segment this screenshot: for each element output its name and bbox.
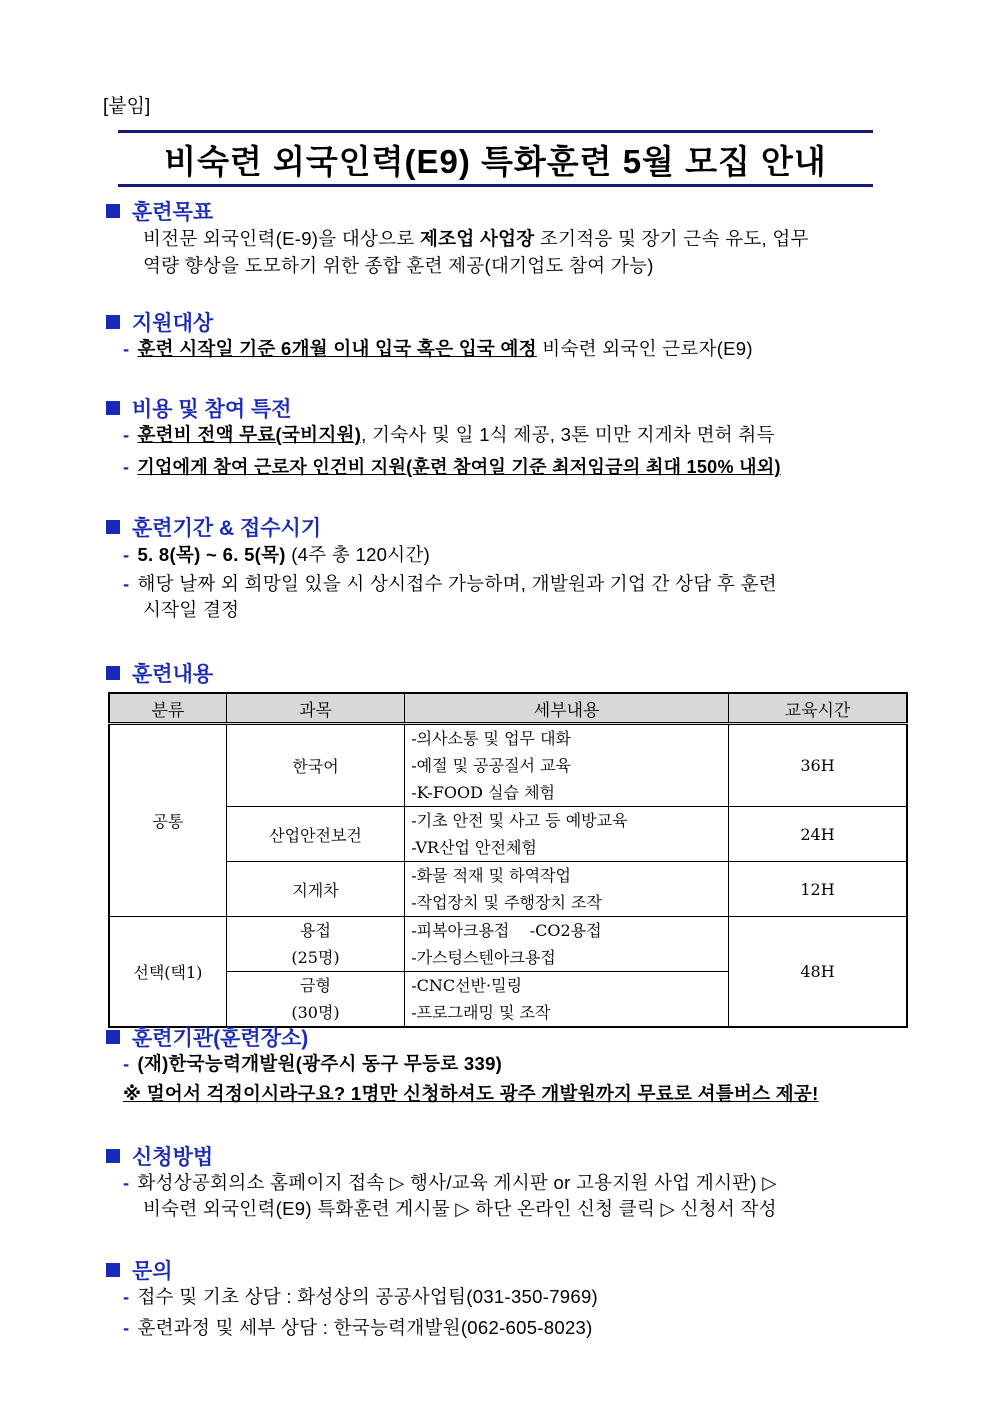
square-bullet-icon	[106, 1263, 120, 1277]
details-korean: -의사소통 및 업무 대화 -예절 및 공공질서 교육 -K-FOOD 실습 체험	[405, 724, 729, 807]
section-institution-heading: 훈련기관(훈련장소)	[106, 1022, 308, 1052]
square-bullet-icon	[106, 204, 120, 218]
training-content-table	[108, 692, 908, 1028]
section-period-heading: 훈련기간 & 접수시기	[106, 512, 321, 542]
contact-item-2: - 훈련과정 및 세부 상담 : 한국능력개발원(062-605-8023)	[123, 1317, 593, 1338]
details-safety: -기초 안전 및 사고 등 예방교육 -VR산업 안전체험	[405, 807, 729, 862]
section-apply-heading: 신청방법	[106, 1141, 213, 1171]
square-bullet-icon	[106, 666, 120, 680]
subject-mold: 금형 (30명)	[226, 972, 404, 1028]
square-bullet-icon	[106, 1030, 120, 1044]
details-welding: -피복아크용접 -CO2용접 -가스텅스텐아크용접	[405, 917, 729, 972]
details-mold: -CNC선반·밀링 -프로그래밍 및 조작	[405, 972, 729, 1028]
section-contact-heading: 문의	[106, 1255, 173, 1285]
goal-line-2: 역량 향상을 도모하기 위한 종합 훈련 제공(대기업도 참여 가능)	[143, 255, 654, 276]
period-item-2-cont: 시작일 결정	[143, 599, 240, 620]
table-header-row	[109, 693, 907, 724]
header-details: 세부내용	[405, 693, 729, 724]
benefits-item-1: - 훈련비 전액 무료(국비지원), 기숙사 및 일 1식 제공, 3톤 미만 지게차 면허 취득	[123, 424, 775, 445]
header-subject: 과목	[226, 693, 404, 724]
subject-welding: 용접 (25명)	[226, 917, 404, 972]
goal-line-1: 비전문 외국인력(E-9)을 대상으로 제조업 사업장 조기적응 및 장기 근속 유도, 업무	[143, 228, 809, 249]
square-bullet-icon	[106, 1149, 120, 1163]
header-category: 분류	[109, 693, 226, 724]
hours-forklift: 12H	[729, 862, 907, 917]
benefits-item-2: - 기업에게 참여 근로자 인건비 지원(훈련 참여일 기준 최저임금의 최대 150% 내외)	[123, 457, 781, 477]
table-row	[109, 862, 907, 917]
hours-safety: 24H	[729, 807, 907, 862]
section-content-heading: 훈련내용	[106, 658, 213, 688]
subject-safety: 산업안전보건	[226, 807, 404, 862]
contact-item-1: - 접수 및 기초 상담 : 화성상의 공공사업팀(031-350-7969)	[123, 1286, 599, 1307]
apply-line-2: 비숙련 외국인력(E9) 특화훈련 게시물 ▷ 하단 온라인 신청 클릭 ▷ 신청서 작성	[143, 1198, 777, 1219]
shuttle-note: ※ 멀어서 걱정이시라구요? 1명만 신청하셔도 광주 개발원까지 무료로 셔틀버스 제공!	[123, 1083, 819, 1104]
section-benefits-heading: 비용 및 참여 특전	[106, 393, 292, 423]
section-target-heading: 지원대상	[106, 307, 213, 337]
header-hours: 교육시간	[729, 693, 907, 724]
subject-korean: 한국어	[226, 724, 404, 807]
square-bullet-icon	[106, 401, 120, 415]
section-goal-heading: 훈련목표	[106, 196, 213, 226]
table-row	[109, 807, 907, 862]
page-title: 비숙련 외국인력(E9) 특화훈련 5월 모집 안내	[164, 143, 827, 180]
institution-item: - (재)한국능력개발원(광주시 동구 무등로 339)	[123, 1053, 503, 1074]
hours-elective: 48H	[729, 917, 907, 1028]
category-common: 공통	[109, 724, 226, 917]
period-item-2: - 해당 날짜 외 희망일 있을 시 상시접수 가능하며, 개발원과 기업 간 상담 후 훈련	[123, 573, 777, 594]
table-row	[109, 724, 907, 807]
subject-forklift: 지게차	[226, 862, 404, 917]
details-forklift: -화물 적재 및 하역작업 -작업장치 및 주행장치 조작	[405, 862, 729, 917]
category-elective: 선택(택1)	[109, 917, 226, 1028]
period-item-1: - 5. 8(목) ~ 6. 5(목) (4주 총 120시간)	[123, 544, 431, 565]
title-top-rule	[118, 130, 873, 133]
apply-line-1: - 화성상공회의소 홈페이지 접속 ▷ 행사/교육 게시판 or 고용지원 사업 게시판) ▷	[123, 1172, 777, 1193]
square-bullet-icon	[106, 315, 120, 329]
square-bullet-icon	[106, 520, 120, 534]
table-row	[109, 917, 907, 972]
hours-korean: 36H	[729, 724, 907, 807]
attachment-label: [붙임]	[103, 96, 151, 117]
target-item: - 훈련 시작일 기준 6개월 이내 입국 혹은 입국 예정 비숙련 외국인 근로자(E9)	[123, 338, 753, 359]
title-bottom-rule	[118, 184, 873, 187]
